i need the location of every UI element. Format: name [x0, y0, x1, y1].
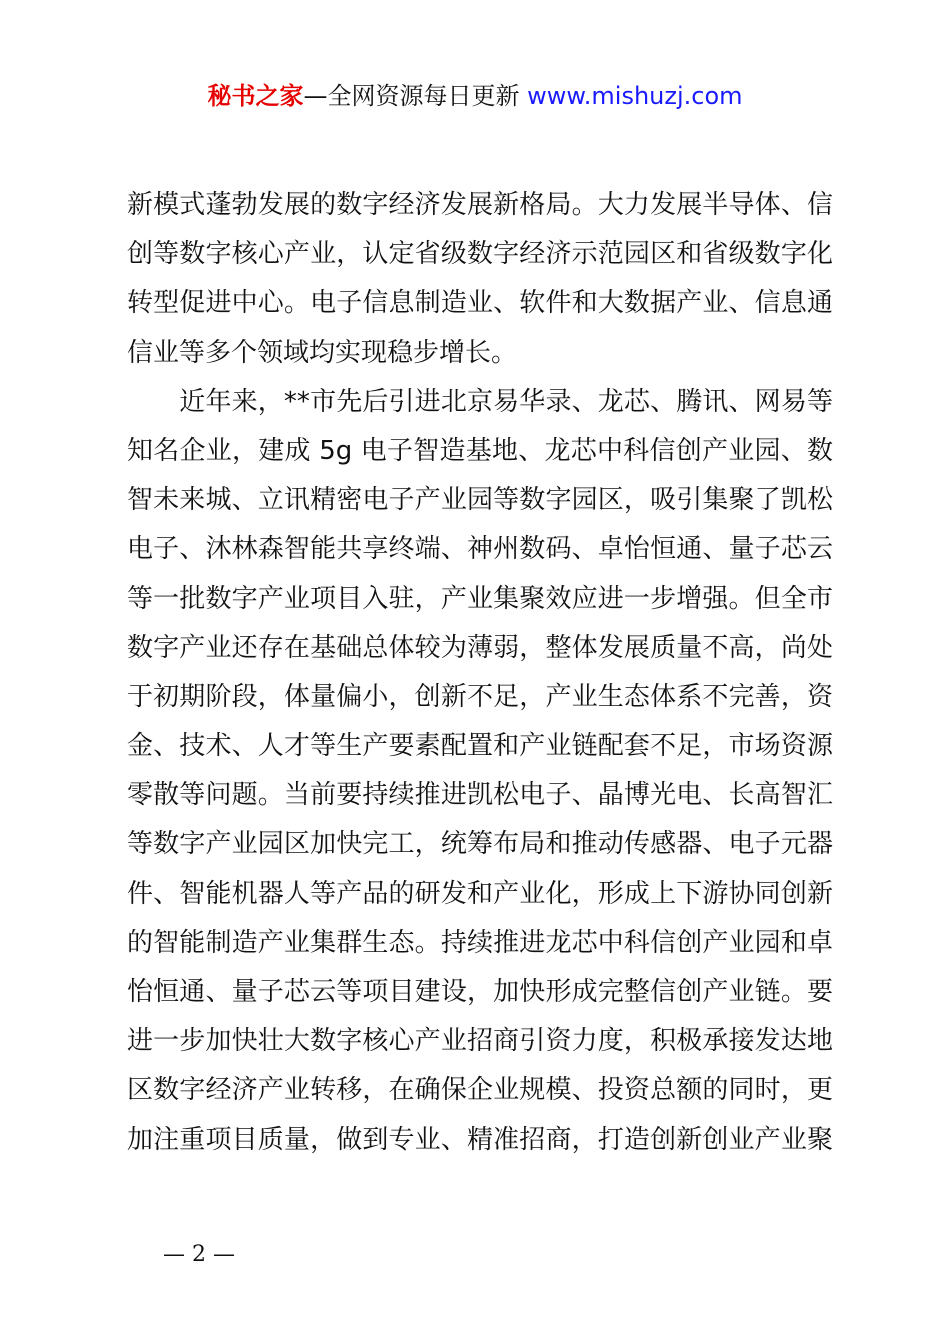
text-line: 加注重项目质量，做到专业、精准招商，打造创新创业产业聚 — [127, 1124, 833, 1155]
text-line: 等一批数字产业项目入驻，产业集聚效应进一步增强。但全市 — [127, 583, 833, 614]
text-line: 信业等多个领域均实现稳步增长。 — [127, 337, 518, 368]
text-line: 零散等问题。当前要持续推进凯松电子、晶博光电、长高智汇 — [127, 780, 833, 811]
text-line: 怡恒通、量子芯云等项目建设，加快形成完整信创产业链。要 — [127, 977, 833, 1007]
text-line: 金、技术、人才等生产要素配置和产业链配套不足，市场资源 — [127, 731, 833, 762]
text-line: 近年来，**市先后引进北京易华录、龙芯、腾讯、网易等 — [127, 386, 833, 417]
text-line: 新模式蓬勃发展的数字经济发展新格局。大力发展半导体、信 — [127, 190, 833, 220]
site-tagline: —全网资源每日更新 — [303, 82, 520, 110]
page-number: — 2 — — [163, 1242, 235, 1267]
text-line: 转型促进中心。电子信息制造业、软件和大数据产业、信息通 — [127, 288, 833, 319]
text-line: 电子、沐林森智能共享终端、神州数码、卓怡恒通、量子芯云 — [127, 534, 833, 565]
text-line: 区数字经济产业转移，在确保企业规模、投资总额的同时，更 — [127, 1075, 833, 1106]
document-body — [127, 181, 833, 1165]
text-line: 件、智能机器人等产品的研发和产业化，形成上下游协同创新 — [127, 878, 833, 909]
text-line: 等数字产业园区加快完工，统筹布局和推动传感器、电子元器 — [127, 829, 833, 860]
text-line: 于初期阶段，体量偏小，创新不足，产业生态体系不完善，资 — [127, 681, 833, 712]
text-line: 创等数字核心产业，认定省级数字经济示范园区和省级数字化 — [127, 239, 833, 270]
text-line: 数字产业还存在基础总体较为薄弱，整体发展质量不高，尚处 — [127, 632, 833, 663]
site-url: www.mishuzj.com — [527, 82, 743, 110]
text-line: 智未来城、立讯精密电子产业园等数字园区，吸引集聚了凯松 — [127, 485, 833, 516]
site-brand: 秘书之家 — [207, 82, 304, 110]
site-header — [0, 78, 950, 114]
text-line: 知名企业，建成 5g 电子智造基地、龙芯中科信创产业园、数 — [127, 435, 833, 466]
text-line: 的智能制造产业集群生态。持续推进龙芯中科信创产业园和卓 — [127, 927, 833, 958]
text-line: 进一步加快壮大数字核心产业招商引资力度，积极承接发达地 — [127, 1026, 833, 1057]
